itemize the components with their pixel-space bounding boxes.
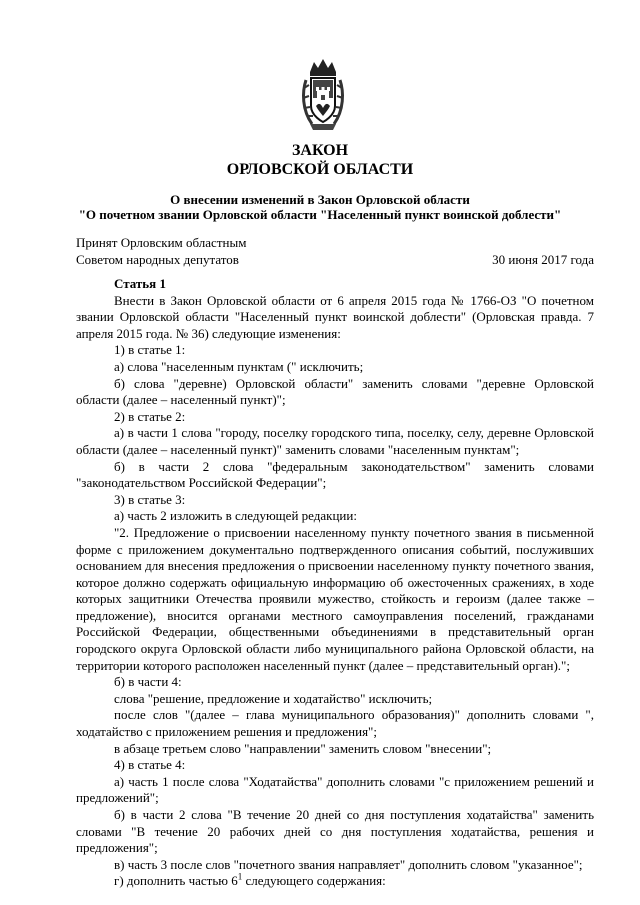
adoption-line1: Принят Орловским областным: [76, 235, 247, 250]
last-paragraph-end: следующего содержания:: [242, 873, 386, 889]
adoption-line2: Советом народных депутатов: [76, 252, 239, 267]
article-paragraph: в абзаце третьем слово "направлении" заменить словом "внесении";: [114, 740, 492, 756]
article-paragraph: "2. Предложение о присвоении населенному пункту почетного звания в письменной форме с приложением документально подтвержденного описания событий, послуживших основанием для внесения предложения о присвоении населенному пункту почетного звания, которое должно содержать официальную информацию об ожесточенных сражениях, в ходе которых защитники Отечества проявили мужество, стойкость и героизм (далее также – предложение), вносится органами местного самоуправления поселений, гражданами Российской Федерации, общественными объединениями в представительный орган городского округа Орловской области либо муниципального района Орловской области, на территории которого расположен населенный пункт (далее – представительный орган).";: [76, 524, 594, 673]
article-paragraph: б) в части 2 слова "федеральным законодательством" заменить словами "законодательством Российской Федерации";: [76, 458, 594, 491]
article-paragraph: Внести в Закон Орловской области от 6 апреля 2015 года № 1766-ОЗ "О почетном звании Орловской области "Населенный пункт воинской доблести" (Орловская правда. 7 апреля 2015 года. № 36) следующие изменения:: [76, 292, 594, 341]
article-paragraph: а) слова "населенным пунктам (" исключить;: [114, 358, 364, 374]
document-title-line1: ЗАКОН: [291, 142, 349, 159]
article-paragraph: 3) в статье 3:: [114, 491, 186, 507]
article-paragraph: 1) в статье 1:: [114, 342, 186, 358]
document-subtitle-line1: О внесении изменений в Закон Орловской области: [170, 192, 470, 207]
article-paragraph: а) часть 1 после слова "Ходатайства" дополнить словами "с приложением решений и предложений";: [76, 773, 594, 806]
article-last-paragraph: [76, 873, 594, 890]
article-paragraph: в) часть 3 после слов "почетного звания направляет" дополнить словом "указанное";: [114, 856, 583, 872]
document-subtitle-line2: "О почетном звании Орловской области "Населенный пункт воинской доблести": [78, 207, 562, 222]
article-paragraph: а) часть 2 изложить в следующей редакции:: [114, 508, 357, 524]
article-paragraph: 2) в статье 2:: [114, 408, 186, 424]
last-paragraph-superscript: 1: [237, 872, 243, 883]
article-paragraph: б) в части 2 слова "В течение 20 дней со дня поступления ходатайства" заменить словами "В течение 20 рабочих дней со дня поступления ходатайства, решения и предложения";: [76, 807, 594, 856]
coat-of-arms-icon: [300, 58, 346, 134]
article-paragraph: б) в части 4:: [114, 674, 182, 690]
article-heading: Статья 1: [114, 276, 166, 291]
article-paragraph: 4) в статье 4:: [114, 757, 186, 773]
article-paragraph: после слов "(далее – глава муниципального образования)" дополнить словами ", ходатайство с приложением решения и предложения";: [76, 707, 594, 740]
article-paragraph: б) слова "деревне) Орловской области" заменить словами "деревне Орловской области (далее – населенный пункт)";: [76, 375, 594, 408]
adoption-date: 30 июня 2017 года: [492, 252, 594, 267]
article-body: [76, 276, 594, 890]
document-title-line2: ОРЛОВСКОЙ ОБЛАСТИ: [226, 161, 414, 178]
article-paragraph: слова "решение, предложение и ходатайство" исключить;: [114, 690, 433, 706]
last-paragraph-text: г) дополнить частью 6: [114, 873, 238, 889]
article-paragraph: а) в части 1 слова "городу, поселку городского типа, поселку, селу, деревне Орловской области (далее – населенный пункт)" заменить словами "населенным пунктам";: [76, 425, 594, 457]
